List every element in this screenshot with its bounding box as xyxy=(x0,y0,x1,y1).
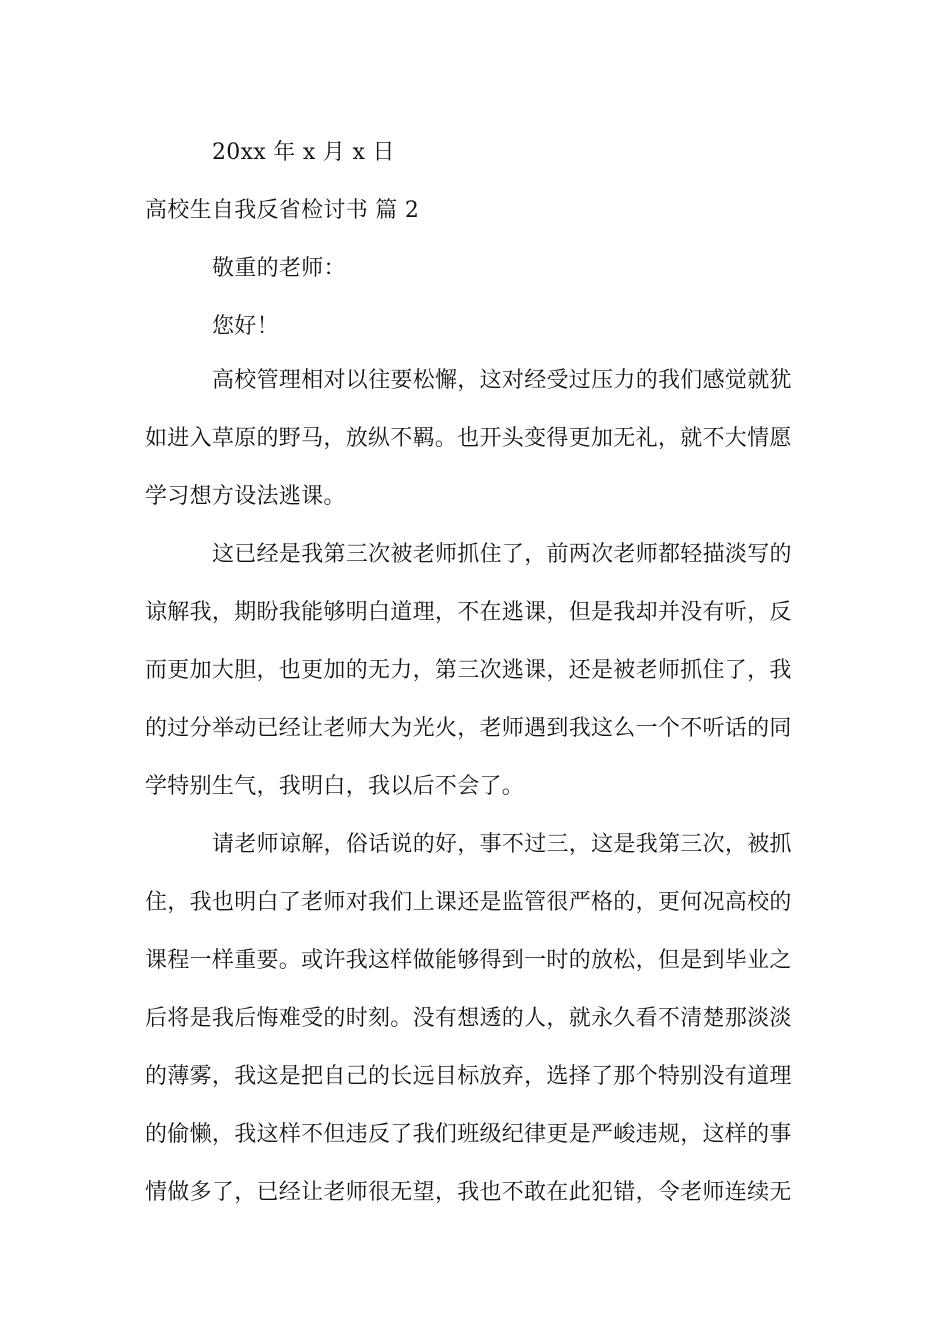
paragraph-3-line-4: 后将是我后悔难受的时刻。没有想透的人，就永久看不清楚那淡淡 xyxy=(145,1006,792,1031)
salutation: 敬重的老师： xyxy=(212,256,346,281)
paragraph-3-line-5: 的薄雾，我这是把自己的长远目标放弃，选择了那个特别没有道理 xyxy=(145,1064,792,1089)
paragraph-2-line-3: 而更加大胆，也更加的无力，第三次逃课，还是被老师抓住了，我 xyxy=(145,658,792,683)
paragraph-2-line-2: 谅解我，期盼我能够明白道理，不在逃课，但是我却并没有听，反 xyxy=(145,600,792,625)
section-title: 高校生自我反省检讨书 篇 2 xyxy=(145,198,420,223)
date-line: 20xx 年 x 月 x 日 xyxy=(212,140,395,165)
paragraph-3-line-7: 情做多了，已经让老师很无望，我也不敢在此犯错，令老师连续无 xyxy=(145,1180,792,1205)
paragraph-3-line-6: 的偷懒，我这样不但违反了我们班级纪律更是严峻违规，这样的事 xyxy=(145,1122,792,1147)
paragraph-3-line-1: 请老师谅解，俗话说的好，事不过三，这是我第三次，被抓 xyxy=(212,832,792,857)
paragraph-3-line-2: 住，我也明白了老师对我们上课还是监管很严格的，更何况高校的 xyxy=(145,890,792,915)
paragraph-2-line-5: 学特别生气，我明白，我以后不会了。 xyxy=(145,774,525,799)
paragraph-1-line-2: 如进入草原的野马，放纵不羁。也开头变得更加无礼，就不大情愿 xyxy=(145,426,792,451)
paragraph-2-line-1: 这已经是我第三次被老师抓住了，前两次老师都轻描淡写的 xyxy=(212,542,792,567)
paragraph-1-line-1: 高校管理相对以往要松懈，这对经受过压力的我们感觉就犹 xyxy=(212,368,792,393)
paragraph-1-line-3: 学习想方设法逃课。 xyxy=(145,484,346,509)
paragraph-3-line-3: 课程一样重要。或许我这样做能够得到一时的放松，但是到毕业之 xyxy=(145,948,792,973)
paragraph-2-line-4: 的过分举动已经让老师大为光火，老师遇到我这么一个不听话的同 xyxy=(145,716,792,741)
greeting: 您好！ xyxy=(212,314,279,339)
